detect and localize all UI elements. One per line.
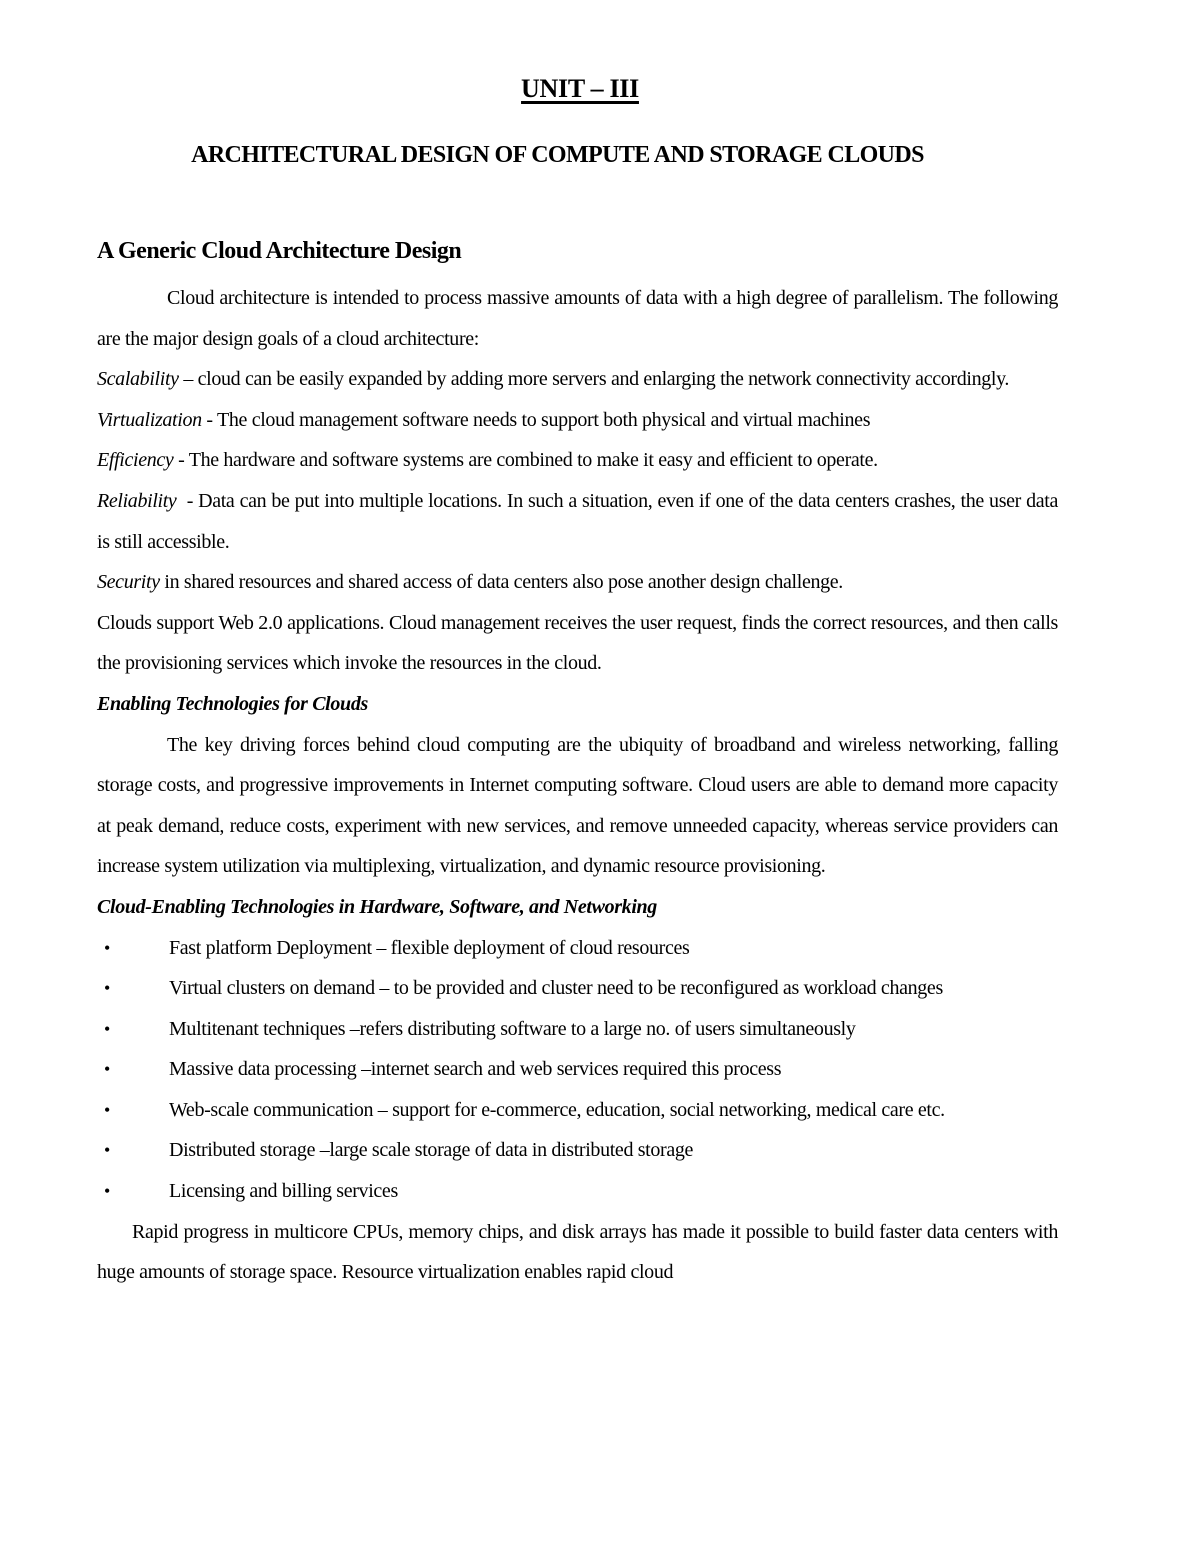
goal-term: Security <box>97 571 160 594</box>
goal-text: - The cloud management software needs to support both physical and virtual machines <box>201 408 871 431</box>
list-item: • Distributed storage –large scale storage of data in distributed storage <box>97 1130 1058 1171</box>
list-item: • Licensing and billing services <box>97 1171 1058 1212</box>
bullet-icon: • <box>104 1059 110 1080</box>
enabling-technologies-paragraph: The key driving forces behind cloud computing are the ubiquity of broadband and wireless networking, falling storage costs, and progressive improvements in Internet computing software. Cloud users are able to demand more capacity at peak demand, reduce costs, experiment with new services, and remove unneeded capacity, whereas service providers can increase system utilization via multiplexing, virtualization, and dynamic resource provisioning. <box>97 733 1058 878</box>
hardware-software-networking-heading: Cloud-Enabling Technologies in Hardware, Software, and Networking <box>97 895 657 918</box>
intro-paragraph: Cloud architecture is intended to process massive amounts of data with a high degree of parallelism. The following are the major design goals of a cloud architecture: <box>97 287 1058 350</box>
goal-term: Virtualization <box>97 408 202 431</box>
list-item: • Multitenant techniques –refers distributing software to a large no. of users simultaneously <box>97 1009 1058 1050</box>
design-goal-reliability <box>97 481 1063 562</box>
web20-paragraph: Clouds support Web 2.0 applications. Cloud management receives the user request, finds the correct resources, and then calls the provisioning services which invoke the resources in the cloud. <box>97 611 1058 675</box>
bullet-icon: • <box>104 1099 110 1120</box>
design-goal-security <box>97 562 1058 603</box>
design-goal-efficiency <box>97 440 1058 481</box>
section-heading: A Generic Cloud Architecture Design <box>97 238 462 264</box>
chapter-title: ARCHITECTURAL DESIGN OF COMPUTE AND STORAGE CLOUDS <box>191 142 924 168</box>
bullet-icon: • <box>104 1140 110 1161</box>
list-item: • Massive data processing –internet search and web services required this process <box>97 1049 1058 1090</box>
goal-term: Efficiency <box>97 449 174 472</box>
unit-title: UNIT – III <box>521 74 639 103</box>
enabling-technologies-list <box>97 928 1058 1212</box>
closing-paragraph: Rapid progress in multicore CPUs, memory chips, and disk arrays has made it possible to build faster data centers with huge amounts of storage space. Resource virtualization enables rapid cloud <box>97 1220 1058 1284</box>
goal-text: in shared resources and shared access of data centers also pose another design challenge. <box>159 571 843 594</box>
enabling-technologies-heading: Enabling Technologies for Clouds <box>97 692 368 715</box>
list-item: • Fast platform Deployment – flexible deployment of cloud resources <box>97 928 1058 969</box>
document-body <box>97 278 1063 1293</box>
goal-text: – cloud can be easily expanded by adding more servers and enlarging the network connectivity accordingly. <box>178 368 1010 391</box>
bullet-icon: • <box>104 1018 110 1039</box>
bullet-icon: • <box>104 1181 110 1202</box>
design-goal-scalability <box>97 359 1058 400</box>
bullet-icon: • <box>104 937 110 958</box>
goal-term: Reliability <box>97 489 177 512</box>
bullet-icon: • <box>104 978 110 999</box>
goal-text: - Data can be put into multiple locations. In such a situation, even if one of the data centers crashes, the user data is still accessible. <box>97 489 1063 553</box>
list-item: • Web-scale communication – support for e-commerce, education, social networking, medical care etc. <box>97 1090 1058 1131</box>
design-goal-virtualization <box>97 400 1058 441</box>
list-item: • Virtual clusters on demand – to be provided and cluster need to be reconfigured as workload changes <box>97 968 1058 1009</box>
goal-term: Scalability <box>97 368 179 391</box>
goal-text: - The hardware and software systems are combined to make it easy and efficient to operate. <box>173 449 878 472</box>
